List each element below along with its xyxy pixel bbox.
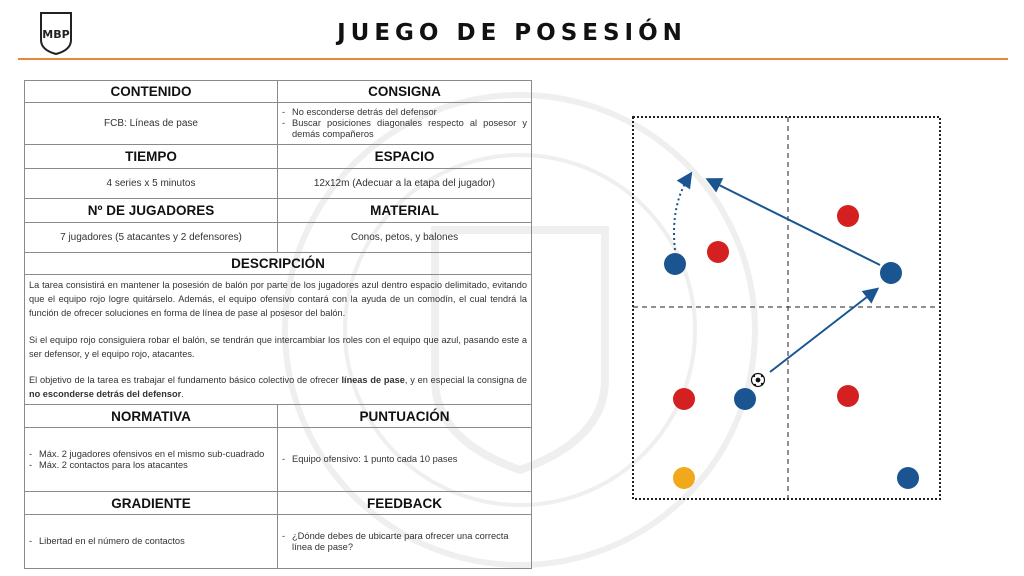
material-value: Conos, petos, y balones <box>278 223 532 253</box>
puntuacion-label: PUNTUACIÓN <box>278 405 532 428</box>
descripcion-paragraph-3: El objetivo de la tarea es trabajar el fundamento básico colectivo de ofrecer líneas de pase, y en especial la consigna de no esconderse detrás del defensor. <box>29 375 527 400</box>
logo-text: MBP <box>42 28 70 41</box>
red-player <box>837 205 859 227</box>
descripcion-paragraph-1: La tarea consistirá en mantener la posesión de balón por parte de los jugadores azul dentro espacio delimitado, evitando que el equipo rojo logre quitárselo. Además, el equipo ofensivo contará con la ayuda de un comodín, el cual tendrá la función de ofrecer soluciones en forma de línea de pase al posesor del balón. <box>29 280 527 319</box>
list-item: - Equipo ofensivo: 1 punto cada 10 pases <box>282 454 458 465</box>
movement-arrow <box>674 175 690 250</box>
field-diagram <box>620 105 950 505</box>
normativa-list <box>25 428 278 492</box>
puntuacion-list <box>278 428 532 492</box>
jugadores-label: Nº DE JUGADORES <box>25 199 278 223</box>
espacio-value: 12x12m (Adecuar a la etapa del jugador) <box>278 169 532 199</box>
espacio-label: ESPACIO <box>278 145 532 169</box>
consigna-list <box>278 103 532 145</box>
feedback-label: FEEDBACK <box>278 492 532 515</box>
normativa-label: NORMATIVA <box>25 405 278 428</box>
list-item: - No esconderse detrás del defensor <box>282 107 437 117</box>
contenido-label: CONTENIDO <box>25 81 278 103</box>
blue-player <box>880 262 902 284</box>
jugadores-value: 7 jugadores (5 atacantes y 2 defensores) <box>25 223 278 253</box>
tiempo-value: 4 series x 5 minutos <box>25 169 278 199</box>
ball-icon <box>752 374 765 387</box>
descripcion-label: DESCRIPCIÓN <box>25 253 532 275</box>
blue-player <box>734 388 756 410</box>
contenido-value: FCB: Líneas de pase <box>25 103 278 145</box>
material-label: MATERIAL <box>278 199 532 223</box>
feedback-list <box>278 515 532 569</box>
gradiente-label: GRADIENTE <box>25 492 278 515</box>
blue-player <box>664 253 686 275</box>
list-item: - ¿Dónde debes de ubicarte para ofrecer una correcta línea de pase? <box>282 530 509 552</box>
task-sheet <box>24 80 532 569</box>
consigna-label: CONSIGNA <box>278 81 532 103</box>
descripcion-text <box>25 275 532 405</box>
list-item: - Máx. 2 contactos para los atacantes <box>29 459 188 470</box>
page-title: JUEGO DE POSESIÓN <box>337 20 687 46</box>
gradiente-list <box>25 515 278 569</box>
pass-arrow <box>770 290 876 372</box>
list-item: - Libertad en el número de contactos <box>29 536 185 547</box>
list-item: - Máx. 2 jugadores ofensivos en el mismo sub-cuadrado <box>29 448 265 459</box>
field-boundary <box>633 117 940 499</box>
list-item: - Buscar posiciones diagonales respecto al posesor y demás compañeros <box>282 118 527 139</box>
red-player <box>837 385 859 407</box>
descripcion-paragraph-2: Si el equipo rojo consiguiera robar el balón, se tendrán que intercambiar los roles con el equipo que azul, pasando este a ser defensor, y el equipo rojo, atacantes. <box>29 334 527 359</box>
red-player <box>673 388 695 410</box>
tiempo-label: TIEMPO <box>25 145 278 169</box>
wildcard-player <box>673 467 695 489</box>
blue-player <box>897 467 919 489</box>
header-divider <box>18 58 1008 60</box>
red-player <box>707 241 729 263</box>
